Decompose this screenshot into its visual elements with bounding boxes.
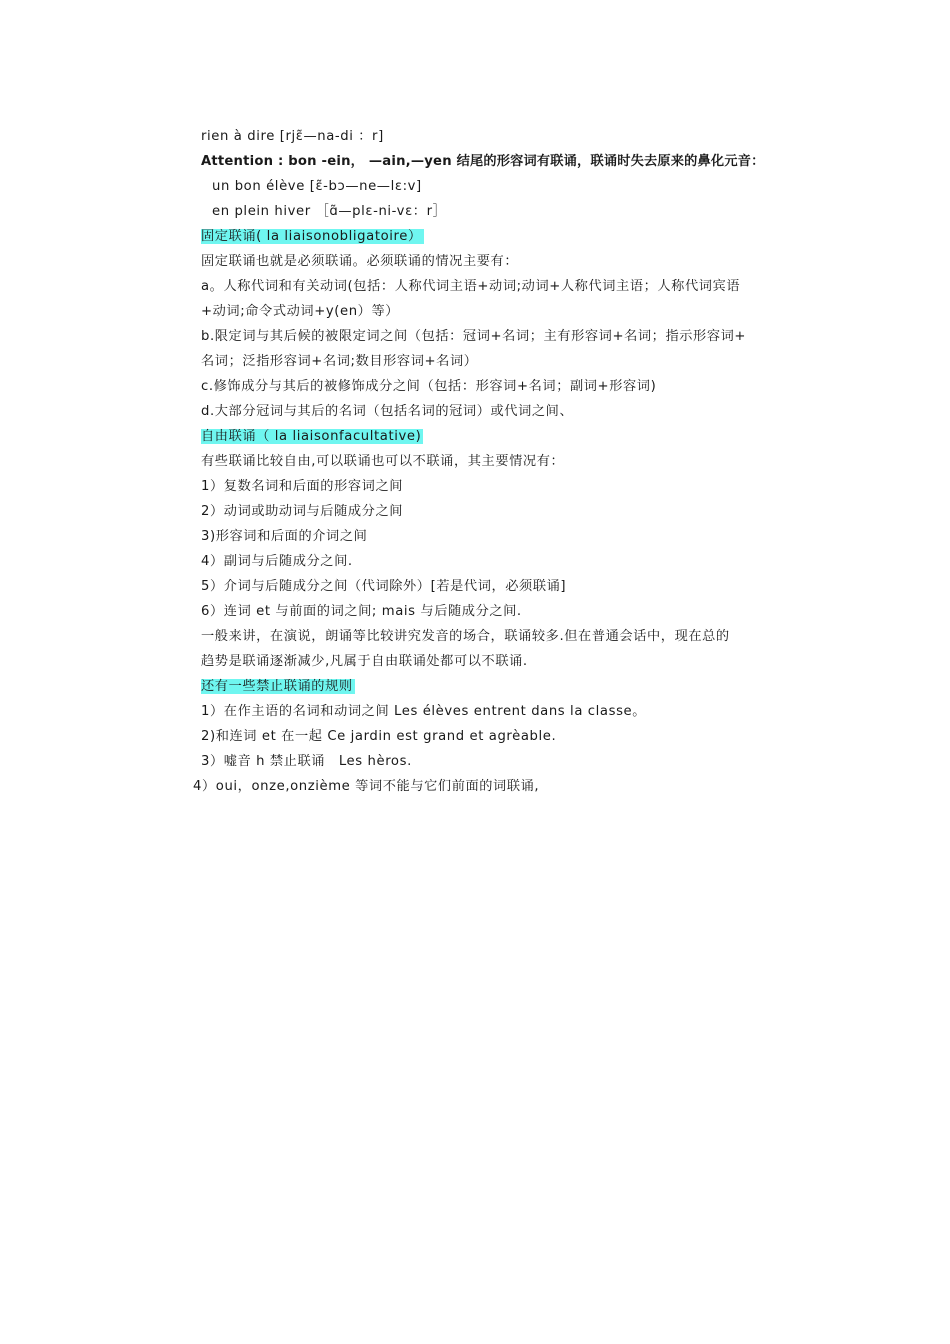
- list-item: 1）复数名词和后面的形容词之间: [201, 479, 404, 494]
- paragraph-line: c.修饰成分与其后的被修饰成分之间（包括：形容词+名词；副词+形容词): [201, 379, 657, 394]
- list-item: 6）连词 et 与前面的词之间; mais 与后随成分之间.: [201, 604, 522, 619]
- example-un-bon-eleve: un bon élève [ɛ̃-bɔ—ne—lɛ:v]: [212, 179, 422, 194]
- list-item: 3)形容词和后面的介词之间: [201, 529, 368, 544]
- heading-forbidden-liaison: [201, 674, 811, 699]
- heading-fixed-liaison-text: 固定联诵( la liaisonobligatoire）: [201, 229, 422, 244]
- attention-note: Attention : bon -ein， —ain,—yen 结尾的形容词有联诵，联诵时失去原来的鼻化元音：: [201, 154, 765, 169]
- paragraph-line: 一般来讲，在演说，朗诵等比较讲究发音的场合，联诵较多.但在普通会话中，现在总的: [201, 629, 730, 644]
- list-item: 4）oui，onze,onzième 等词不能与它们前面的词联诵,: [193, 779, 540, 794]
- paragraph-line: 固定联诵也就是必须联诵。必须联诵的情况主要有：: [201, 254, 519, 269]
- paragraph-line: +动词;命令式动词+y(en）等）: [201, 304, 400, 319]
- example-rien-a-dire: rien à dire [rjɛ̃—na-di ：r]: [201, 129, 384, 144]
- heading-free-liaison-text: 自由联诵（ la liaisonfacultative): [201, 429, 422, 444]
- list-item: 2)和连词 et 在一起 Ce jardin est grand et agrèable.: [201, 729, 557, 744]
- paragraph-line: 趋势是联诵逐渐减少,凡属于自由联诵处都可以不联诵.: [201, 654, 528, 669]
- list-item: 3）嘘音 h 禁止联诵 Les hèros.: [201, 754, 412, 769]
- list-item: 5）介词与后随成分之间（代词除外）[若是代词，必须联诵]: [201, 579, 567, 594]
- example-en-plein-hiver: en plein hiver ［ɑ̃—plɛ-ni-vɛ：r］: [212, 204, 447, 219]
- heading-fixed-liaison: [201, 224, 811, 249]
- list-item: 2）动词或助动词与后随成分之间: [201, 504, 404, 519]
- list-item: 1）在作主语的名词和动词之间 Les élèves entrent dans la classe。: [201, 704, 647, 719]
- heading-free-liaison: [201, 424, 811, 449]
- paragraph-line: 有些联诵比较自由,可以联诵也可以不联诵，其主要情况有：: [201, 454, 565, 469]
- paragraph-line: d.大部分冠词与其后的名词（包括名词的冠词）或代词之间、: [201, 404, 574, 419]
- paragraph-line: a。人称代词和有关动词(包括：人称代词主语+动词;动词+人称代词主语；人称代词宾语: [201, 279, 741, 294]
- paragraph-line: b.限定词与其后候的被限定词之间（包括：冠词+名词；主有形容词+名词；指示形容词+: [201, 329, 747, 344]
- heading-forbidden-liaison-text: 还有一些禁止联诵的规则: [201, 679, 353, 694]
- list-item: 4）副词与后随成分之间.: [201, 554, 353, 569]
- paragraph-line: 名词；泛指形容词+名词;数目形容词+名词）: [201, 354, 478, 369]
